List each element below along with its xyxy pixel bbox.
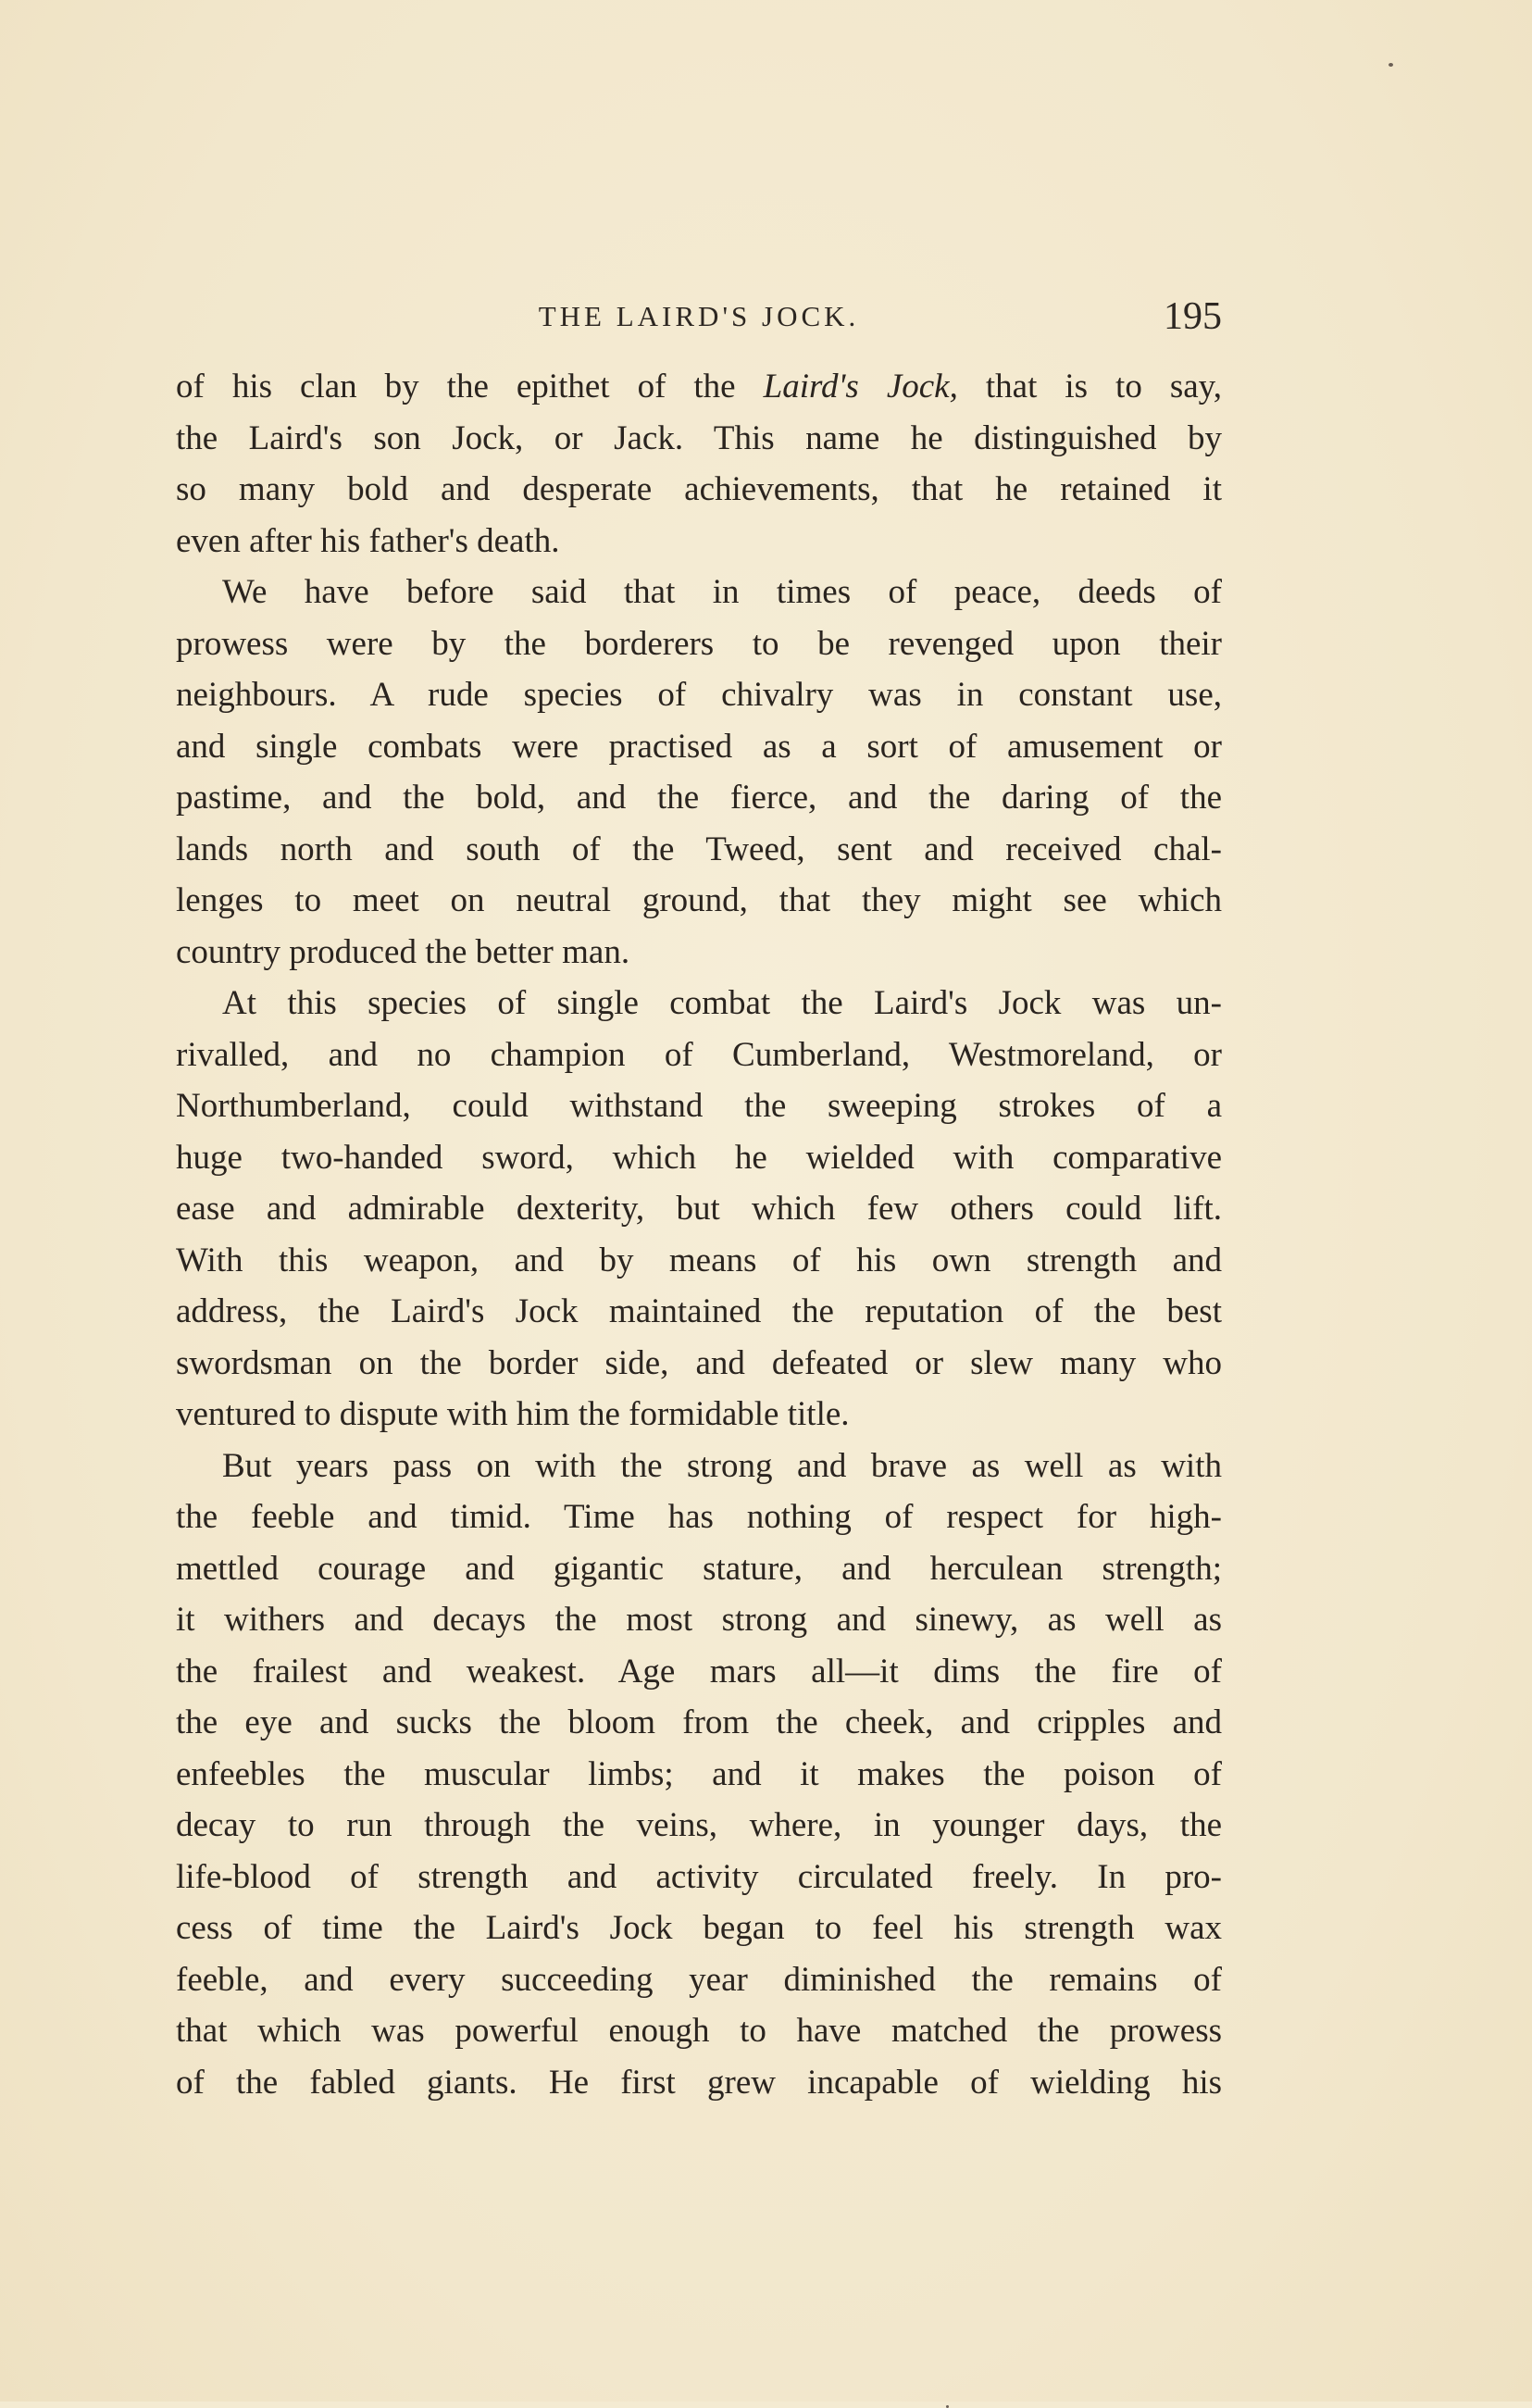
text-line: the frailest and weakest. Age mars all—it dims the fire of [176, 1652, 1222, 1691]
text-line: cess of time the Laird's Jock began to feel his strength wax [176, 1909, 1222, 1947]
text-line: Northumberland, could withstand the sweeping strokes of a [176, 1087, 1222, 1125]
text-line: country produced the better man. [176, 932, 630, 971]
text-line: the eye and sucks the bloom from the cheek, and cripples and [176, 1703, 1222, 1741]
text-line: huge two-handed sword, which he wielded with comparative [176, 1138, 1222, 1177]
paragraph-first-line: But years pass on with the strong and brave as well as with [222, 1446, 1222, 1485]
text-line: mettled courage and gigantic stature, and herculean strength; [176, 1549, 1222, 1588]
text-line: lenges to meet on neutral ground, that they might see which [176, 881, 1222, 919]
running-head: THE LAIRD'S JOCK. [538, 300, 860, 332]
text-line: neighbours. A rude species of chivalry was in constant use, [176, 676, 1222, 714]
text-line: life-blood of strength and activity circulated freely. In pro- [176, 1857, 1222, 1896]
print-speck [1389, 63, 1393, 67]
text-line: and single combats were practised as a sort of amusement or [176, 727, 1222, 766]
text-line: of the fabled giants. He first grew incapable of wielding his [176, 2063, 1222, 2102]
page-header [176, 294, 1222, 341]
text-line: it withers and decays the most strong and sinewy, as well as [176, 1601, 1222, 1639]
text-line: that which was powerful enough to have matched the prowess [176, 2012, 1222, 2050]
text-line: address, the Laird's Jock maintained the reputation of the best [176, 1292, 1222, 1330]
text-line: so many bold and desperate achievements, that he retained it [176, 470, 1222, 508]
text-line: rivalled, and no champion of Cumberland, Westmoreland, or [176, 1035, 1222, 1074]
page-number: 195 [1164, 295, 1222, 338]
text-line: lands north and south of the Tweed, sent and received chal- [176, 830, 1222, 868]
text-line: even after his father's death. [176, 521, 560, 560]
paragraph-first-line: At this species of single combat the Laird's Jock was un- [222, 984, 1222, 1022]
paragraph-first-line: We have before said that in times of peace, deeds of [222, 573, 1222, 611]
italic-name: Laird's Jock, [763, 368, 958, 405]
text-line: ease and admirable dexterity, but which few others could lift. [176, 1190, 1222, 1228]
text-line: of his clan by the epithet of the Laird's Jock, that is to say, [176, 368, 1223, 405]
text-line: prowess were by the borderers to be revenged upon their [176, 624, 1222, 663]
text-line: With this weapon, and by means of his own strength and [176, 1241, 1222, 1279]
text-line: decay to run through the veins, where, in younger days, the [176, 1806, 1222, 1844]
text-line: swordsman on the border side, and defeated or slew many who [176, 1343, 1222, 1382]
text-line: enfeebles the muscular limbs; and it makes the poison of [176, 1754, 1222, 1793]
text-line: the Laird's son Jock, or Jack. This name he distinguished by [176, 418, 1222, 457]
text-line: the feeble and timid. Time has nothing of respect for high- [176, 1498, 1222, 1536]
text-line: feeble, and every succeeding year diminished the remains of [176, 1960, 1222, 1999]
text-line: ventured to dispute with him the formidable title. [176, 1395, 850, 1433]
body-text [176, 361, 1222, 2108]
text-line: pastime, and the bold, and the fierce, and the daring of the [176, 779, 1222, 817]
